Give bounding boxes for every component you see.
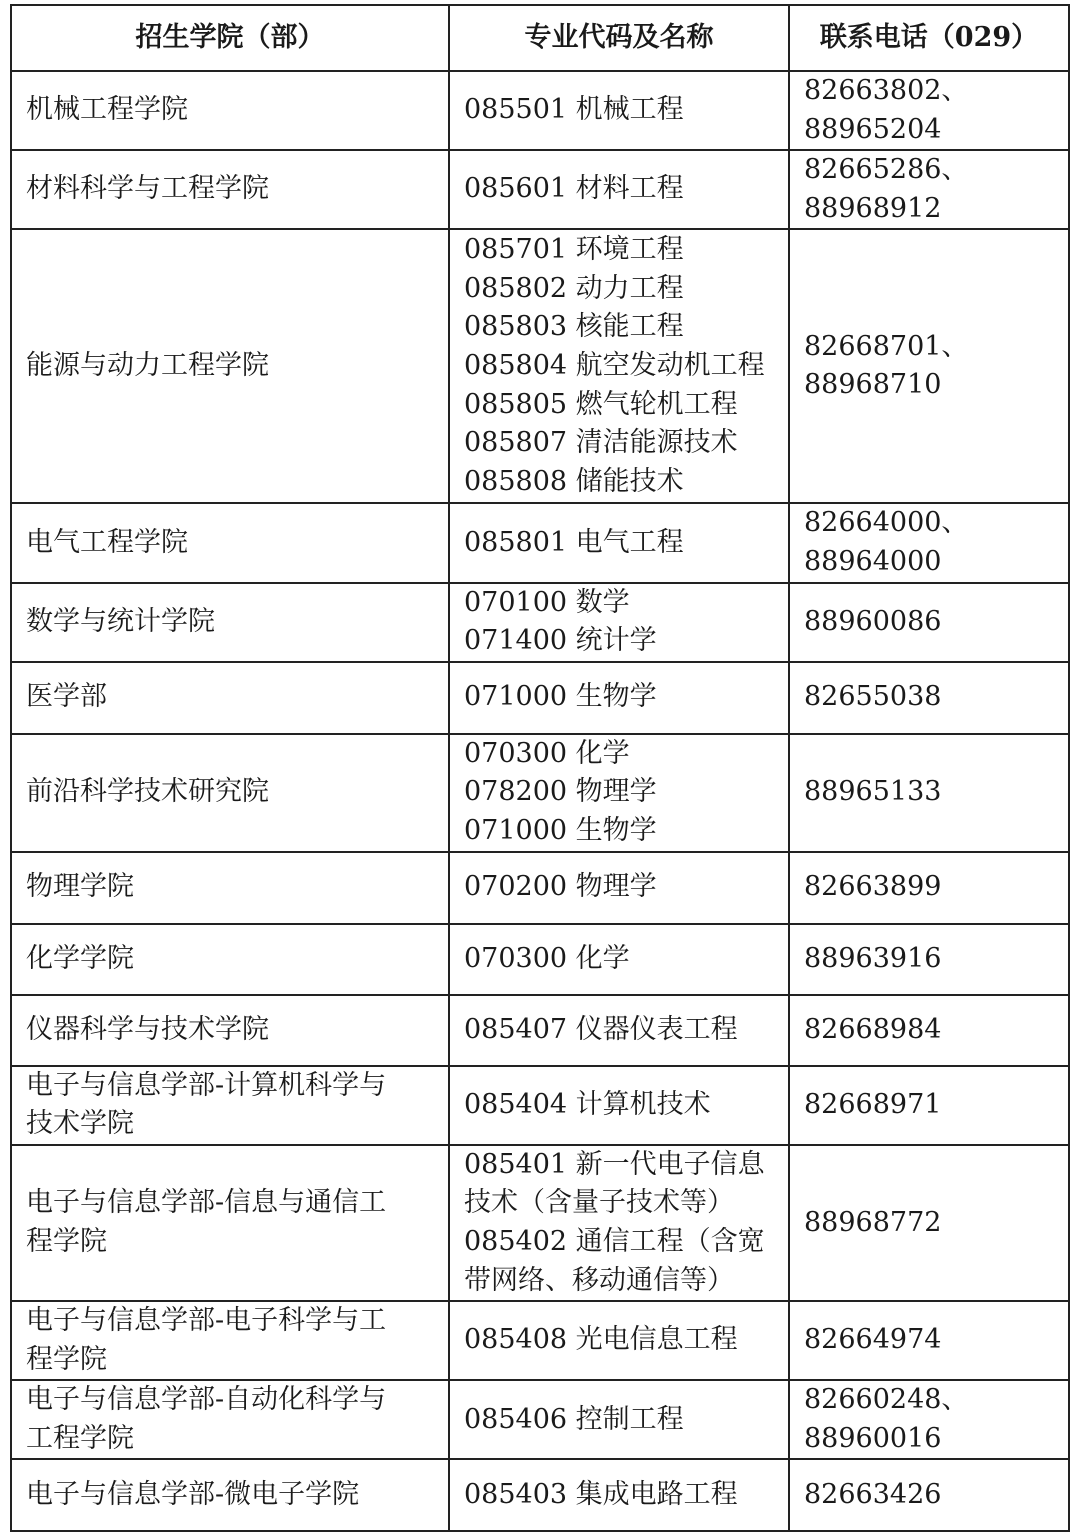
phone-cell: 82663426: [789, 1459, 1069, 1531]
school-cell: [11, 503, 449, 582]
table-row: [11, 583, 1069, 662]
table-row: [11, 924, 1069, 995]
major-cell: [449, 1380, 789, 1459]
table-row: [11, 852, 1069, 924]
phone-cell: 88960086: [789, 583, 1069, 662]
major-line: 070200 物理学: [464, 871, 657, 903]
major-line: 带网络、移动通信等）: [464, 1264, 734, 1296]
major-cell: [449, 1145, 789, 1301]
major-line: 085803 核能工程: [464, 311, 684, 343]
school-name-line: 前沿科学技术研究院: [26, 776, 269, 808]
major-line: 070300 化学: [464, 737, 630, 769]
major-cell: [449, 71, 789, 150]
school-name-line: 机械工程学院: [26, 94, 188, 126]
school-cell: [11, 1301, 449, 1380]
phone-cell: 82668984: [789, 995, 1069, 1066]
header-school: 招生学院（部）: [11, 5, 449, 71]
phone-cell: 82663802、88965204: [789, 71, 1069, 150]
school-name-line: 物理学院: [26, 871, 134, 903]
school-name-line: 电子与信息学部-电子科学与工: [26, 1305, 387, 1337]
major-cell: [449, 995, 789, 1066]
major-line: 085805 燃气轮机工程: [464, 388, 738, 420]
school-name-line: 程学院: [26, 1343, 107, 1375]
school-name-line: 电子与信息学部-微电子学院: [26, 1479, 360, 1511]
major-line: 085801 电气工程: [464, 526, 684, 558]
major-line: 085408 光电信息工程: [464, 1324, 738, 1356]
table-row: [11, 150, 1069, 229]
table-row: [11, 71, 1069, 150]
school-cell: [11, 229, 449, 503]
major-line: 085808 储能技术: [464, 465, 684, 497]
major-cell: [449, 1066, 789, 1145]
phone-cell: 82660248、88960016: [789, 1380, 1069, 1459]
major-line: 071000 生物学: [464, 814, 657, 846]
school-cell: [11, 1066, 449, 1145]
major-line: 技术（含量子技术等）: [464, 1187, 734, 1219]
table-row: [11, 1380, 1069, 1459]
phone-cell: 82655038: [789, 662, 1069, 734]
school-cell: [11, 583, 449, 662]
school-cell: [11, 150, 449, 229]
major-line: 085404 计算机技术: [464, 1088, 711, 1120]
major-line: 085601 材料工程: [464, 173, 684, 205]
school-name-line: 医学部: [26, 681, 107, 713]
major-line: 071400 统计学: [464, 625, 657, 657]
phone-cell: 82664000、88964000: [789, 503, 1069, 582]
school-name-line: 能源与动力工程学院: [26, 350, 269, 382]
school-name-line: 程学院: [26, 1225, 107, 1257]
school-cell: [11, 734, 449, 852]
school-name-line: 电气工程学院: [26, 526, 188, 558]
major-cell: [449, 150, 789, 229]
phone-cell: 88965133: [789, 734, 1069, 852]
major-cell: [449, 852, 789, 924]
major-line: 085403 集成电路工程: [464, 1479, 738, 1511]
school-cell: [11, 1459, 449, 1531]
school-name-line: 材料科学与工程学院: [26, 173, 269, 205]
major-line: 085807 清洁能源技术: [464, 427, 738, 459]
school-cell: [11, 71, 449, 150]
school-cell: [11, 924, 449, 995]
major-line: 070100 数学: [464, 586, 630, 618]
table-row: [11, 1145, 1069, 1301]
school-cell: [11, 1380, 449, 1459]
school-cell: [11, 852, 449, 924]
major-cell: [449, 734, 789, 852]
school-name-line: 电子与信息学部-信息与通信工: [26, 1187, 387, 1219]
table-row: [11, 1459, 1069, 1531]
major-line: 085501 机械工程: [464, 94, 684, 126]
major-line: 078200 物理学: [464, 776, 657, 808]
school-name-line: 电子与信息学部-自动化科学与: [26, 1384, 387, 1416]
phone-cell: 82664974: [789, 1301, 1069, 1380]
major-line: 085401 新一代电子信息: [464, 1148, 765, 1180]
major-cell: [449, 229, 789, 503]
major-line: 070300 化学: [464, 942, 630, 974]
school-cell: [11, 662, 449, 734]
major-line: 085802 动力工程: [464, 272, 684, 304]
major-cell: [449, 924, 789, 995]
school-name-line: 工程学院: [26, 1422, 134, 1454]
major-line: 085804 航空发动机工程: [464, 350, 765, 382]
major-line: 085701 环境工程: [464, 234, 684, 266]
table-row: [11, 1066, 1069, 1145]
school-cell: [11, 995, 449, 1066]
major-line: 085406 控制工程: [464, 1403, 684, 1435]
table-row: [11, 995, 1069, 1066]
phone-cell: 82665286、88968912: [789, 150, 1069, 229]
phone-cell: 82668971: [789, 1066, 1069, 1145]
major-cell: [449, 583, 789, 662]
table-row: [11, 229, 1069, 503]
major-cell: [449, 503, 789, 582]
table-row: [11, 1301, 1069, 1380]
table-row: [11, 503, 1069, 582]
school-name-line: 技术学院: [26, 1108, 134, 1140]
table-row: [11, 662, 1069, 734]
major-cell: [449, 1459, 789, 1531]
major-line: 071000 生物学: [464, 681, 657, 713]
school-name-line: 仪器科学与技术学院: [26, 1013, 269, 1045]
school-name-line: 数学与统计学院: [26, 605, 215, 637]
major-cell: [449, 1301, 789, 1380]
admissions-table: [10, 4, 1070, 1532]
major-line: 085407 仪器仪表工程: [464, 1013, 738, 1045]
header-major: 专业代码及名称: [449, 5, 789, 71]
header-row: [11, 5, 1069, 71]
phone-cell: 82663899: [789, 852, 1069, 924]
major-line: 085402 通信工程（含宽: [464, 1225, 765, 1257]
header-phone: 联系电话（029）: [789, 5, 1069, 71]
phone-cell: 82668701、88968710: [789, 229, 1069, 503]
school-name-line: 电子与信息学部-计算机科学与: [26, 1069, 387, 1101]
major-cell: [449, 662, 789, 734]
school-name-line: 化学学院: [26, 942, 134, 974]
phone-cell: 88963916: [789, 924, 1069, 995]
school-cell: [11, 1145, 449, 1301]
phone-cell: 88968772: [789, 1145, 1069, 1301]
table-row: [11, 734, 1069, 852]
